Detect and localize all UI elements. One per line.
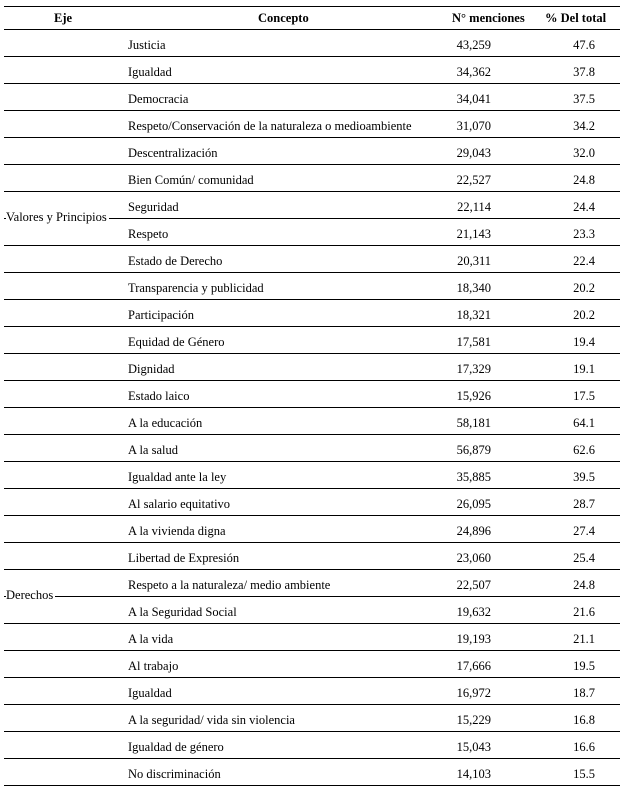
cell-pct: 24.8	[573, 578, 595, 592]
cell-menciones: 22,527	[456, 173, 491, 187]
cell-menciones: 24,896	[456, 524, 491, 538]
data-table	[4, 6, 620, 786]
header-eje: Eje	[54, 11, 73, 25]
table-row	[4, 597, 620, 624]
cell-pct: 34.2	[573, 119, 595, 133]
eje-label: Valores y Principios	[6, 210, 107, 224]
cell-pct: 17.5	[573, 389, 595, 403]
cell-concepto: Al trabajo	[128, 659, 179, 673]
cell-menciones: 35,885	[456, 470, 491, 484]
cell-menciones: 17,581	[456, 335, 491, 349]
cell-concepto: Respeto	[128, 227, 169, 241]
cell-menciones: 21,143	[456, 227, 491, 241]
cell-concepto: A la vida	[128, 632, 174, 646]
cell-menciones: 16,972	[456, 686, 491, 700]
cell-concepto: Dignidad	[128, 362, 175, 376]
cell-pct: 28.7	[573, 497, 595, 511]
cell-menciones: 22,507	[456, 578, 491, 592]
cell-concepto: A la vivienda digna	[128, 524, 226, 538]
cell-concepto: Estado laico	[128, 389, 190, 403]
cell-menciones: 15,043	[456, 740, 491, 754]
cell-pct: 20.2	[573, 281, 595, 295]
header-pct: % Del total	[545, 11, 607, 25]
cell-pct: 37.8	[573, 65, 595, 79]
cell-pct: 22.4	[573, 254, 595, 268]
eje-label: Derechos	[6, 588, 54, 602]
cell-menciones: 29,043	[456, 146, 491, 160]
cell-menciones: 18,321	[456, 308, 491, 322]
cell-concepto: A la Seguridad Social	[128, 605, 237, 619]
cell-pct: 47.6	[573, 38, 595, 52]
cell-concepto: Justicia	[128, 38, 166, 52]
table-row	[4, 165, 620, 192]
table-row	[4, 489, 620, 516]
cell-concepto: A la seguridad/ vida sin violencia	[128, 713, 295, 727]
cell-concepto: A la educación	[128, 416, 203, 430]
cell-pct: 32.0	[573, 146, 595, 160]
cell-pct: 23.3	[573, 227, 595, 241]
cell-pct: 16.6	[573, 740, 595, 754]
cell-pct: 20.2	[573, 308, 595, 322]
cell-pct: 39.5	[573, 470, 595, 484]
table-row	[4, 408, 620, 435]
table-row	[4, 57, 620, 84]
cell-menciones: 22,114	[457, 200, 491, 214]
table-row	[4, 651, 620, 678]
cell-pct: 62.6	[573, 443, 595, 457]
cell-menciones: 43,259	[456, 38, 491, 52]
cell-menciones: 58,181	[456, 416, 491, 430]
cell-concepto: Respeto a la naturaleza/ medio ambiente	[128, 578, 331, 592]
cell-menciones: 20,311	[457, 254, 491, 268]
cell-concepto: Al salario equitativo	[128, 497, 231, 511]
cell-menciones: 34,041	[456, 92, 491, 106]
cell-concepto: Seguridad	[128, 200, 179, 214]
cell-pct: 37.5	[573, 92, 595, 106]
cell-pct: 64.1	[573, 416, 595, 430]
cell-menciones: 56,879	[456, 443, 491, 457]
cell-menciones: 15,926	[456, 389, 491, 403]
cell-pct: 16.8	[573, 713, 595, 727]
table-row	[4, 327, 620, 354]
table-row	[4, 732, 620, 759]
cell-menciones: 26,095	[456, 497, 491, 511]
table-row	[4, 705, 620, 732]
cell-concepto: No discriminación	[128, 767, 221, 781]
cell-concepto: Participación	[128, 308, 194, 322]
cell-menciones: 23,060	[456, 551, 491, 565]
table-row	[4, 624, 620, 651]
cell-concepto: Igualdad de género	[128, 740, 224, 754]
cell-pct: 19.4	[573, 335, 595, 349]
cell-concepto: Equidad de Género	[128, 335, 225, 349]
cell-concepto: Igualdad	[128, 686, 172, 700]
header-concepto: Concepto	[258, 11, 309, 25]
cell-pct: 21.1	[573, 632, 595, 646]
cell-menciones: 31,070	[456, 119, 491, 133]
cell-menciones: 18,340	[456, 281, 491, 295]
cell-menciones: 17,329	[456, 362, 491, 376]
cell-menciones: 17,666	[456, 659, 491, 673]
cell-pct: 27.4	[573, 524, 595, 538]
table-row	[4, 381, 620, 408]
cell-concepto: Bien Común/ comunidad	[128, 173, 254, 187]
cell-concepto: Descentralización	[128, 146, 218, 160]
cell-pct: 15.5	[573, 767, 595, 781]
cell-menciones: 14,103	[456, 767, 491, 781]
table-row	[4, 354, 620, 381]
table-row	[4, 678, 620, 705]
cell-pct: 21.6	[573, 605, 595, 619]
table-row	[4, 759, 620, 786]
cell-pct: 24.4	[573, 200, 595, 214]
cell-pct: 25.4	[573, 551, 595, 565]
table-row	[4, 435, 620, 462]
table-row	[4, 84, 620, 111]
table-row	[4, 246, 620, 273]
cell-concepto: A la salud	[128, 443, 178, 457]
table-row	[4, 30, 620, 57]
cell-menciones: 34,362	[456, 65, 491, 79]
table-row	[4, 543, 620, 570]
cell-menciones: 19,193	[456, 632, 491, 646]
table-body	[4, 30, 620, 786]
table-row	[4, 516, 620, 543]
table-row	[4, 138, 620, 165]
cell-pct: 24.8	[573, 173, 595, 187]
table-row	[4, 462, 620, 489]
cell-pct: 19.1	[573, 362, 595, 376]
cell-concepto: Igualdad	[128, 65, 172, 79]
table-row	[4, 300, 620, 327]
cell-pct: 19.5	[573, 659, 595, 673]
table-row	[4, 111, 620, 138]
cell-concepto: Igualdad ante la ley	[128, 470, 227, 484]
cell-concepto: Respeto/Conservación de la naturaleza o medioambiente	[128, 119, 412, 133]
cell-menciones: 19,632	[456, 605, 491, 619]
table-row	[4, 570, 620, 597]
cell-concepto: Estado de Derecho	[128, 254, 223, 268]
table-header	[4, 6, 620, 30]
cell-concepto: Libertad de Expresión	[128, 551, 240, 565]
cell-concepto: Democracia	[128, 92, 189, 106]
table-row	[4, 273, 620, 300]
header-menciones: N° menciones	[452, 11, 525, 25]
cell-menciones: 15,229	[456, 713, 491, 727]
cell-pct: 18.7	[573, 686, 595, 700]
cell-concepto: Transparencia y publicidad	[128, 281, 264, 295]
